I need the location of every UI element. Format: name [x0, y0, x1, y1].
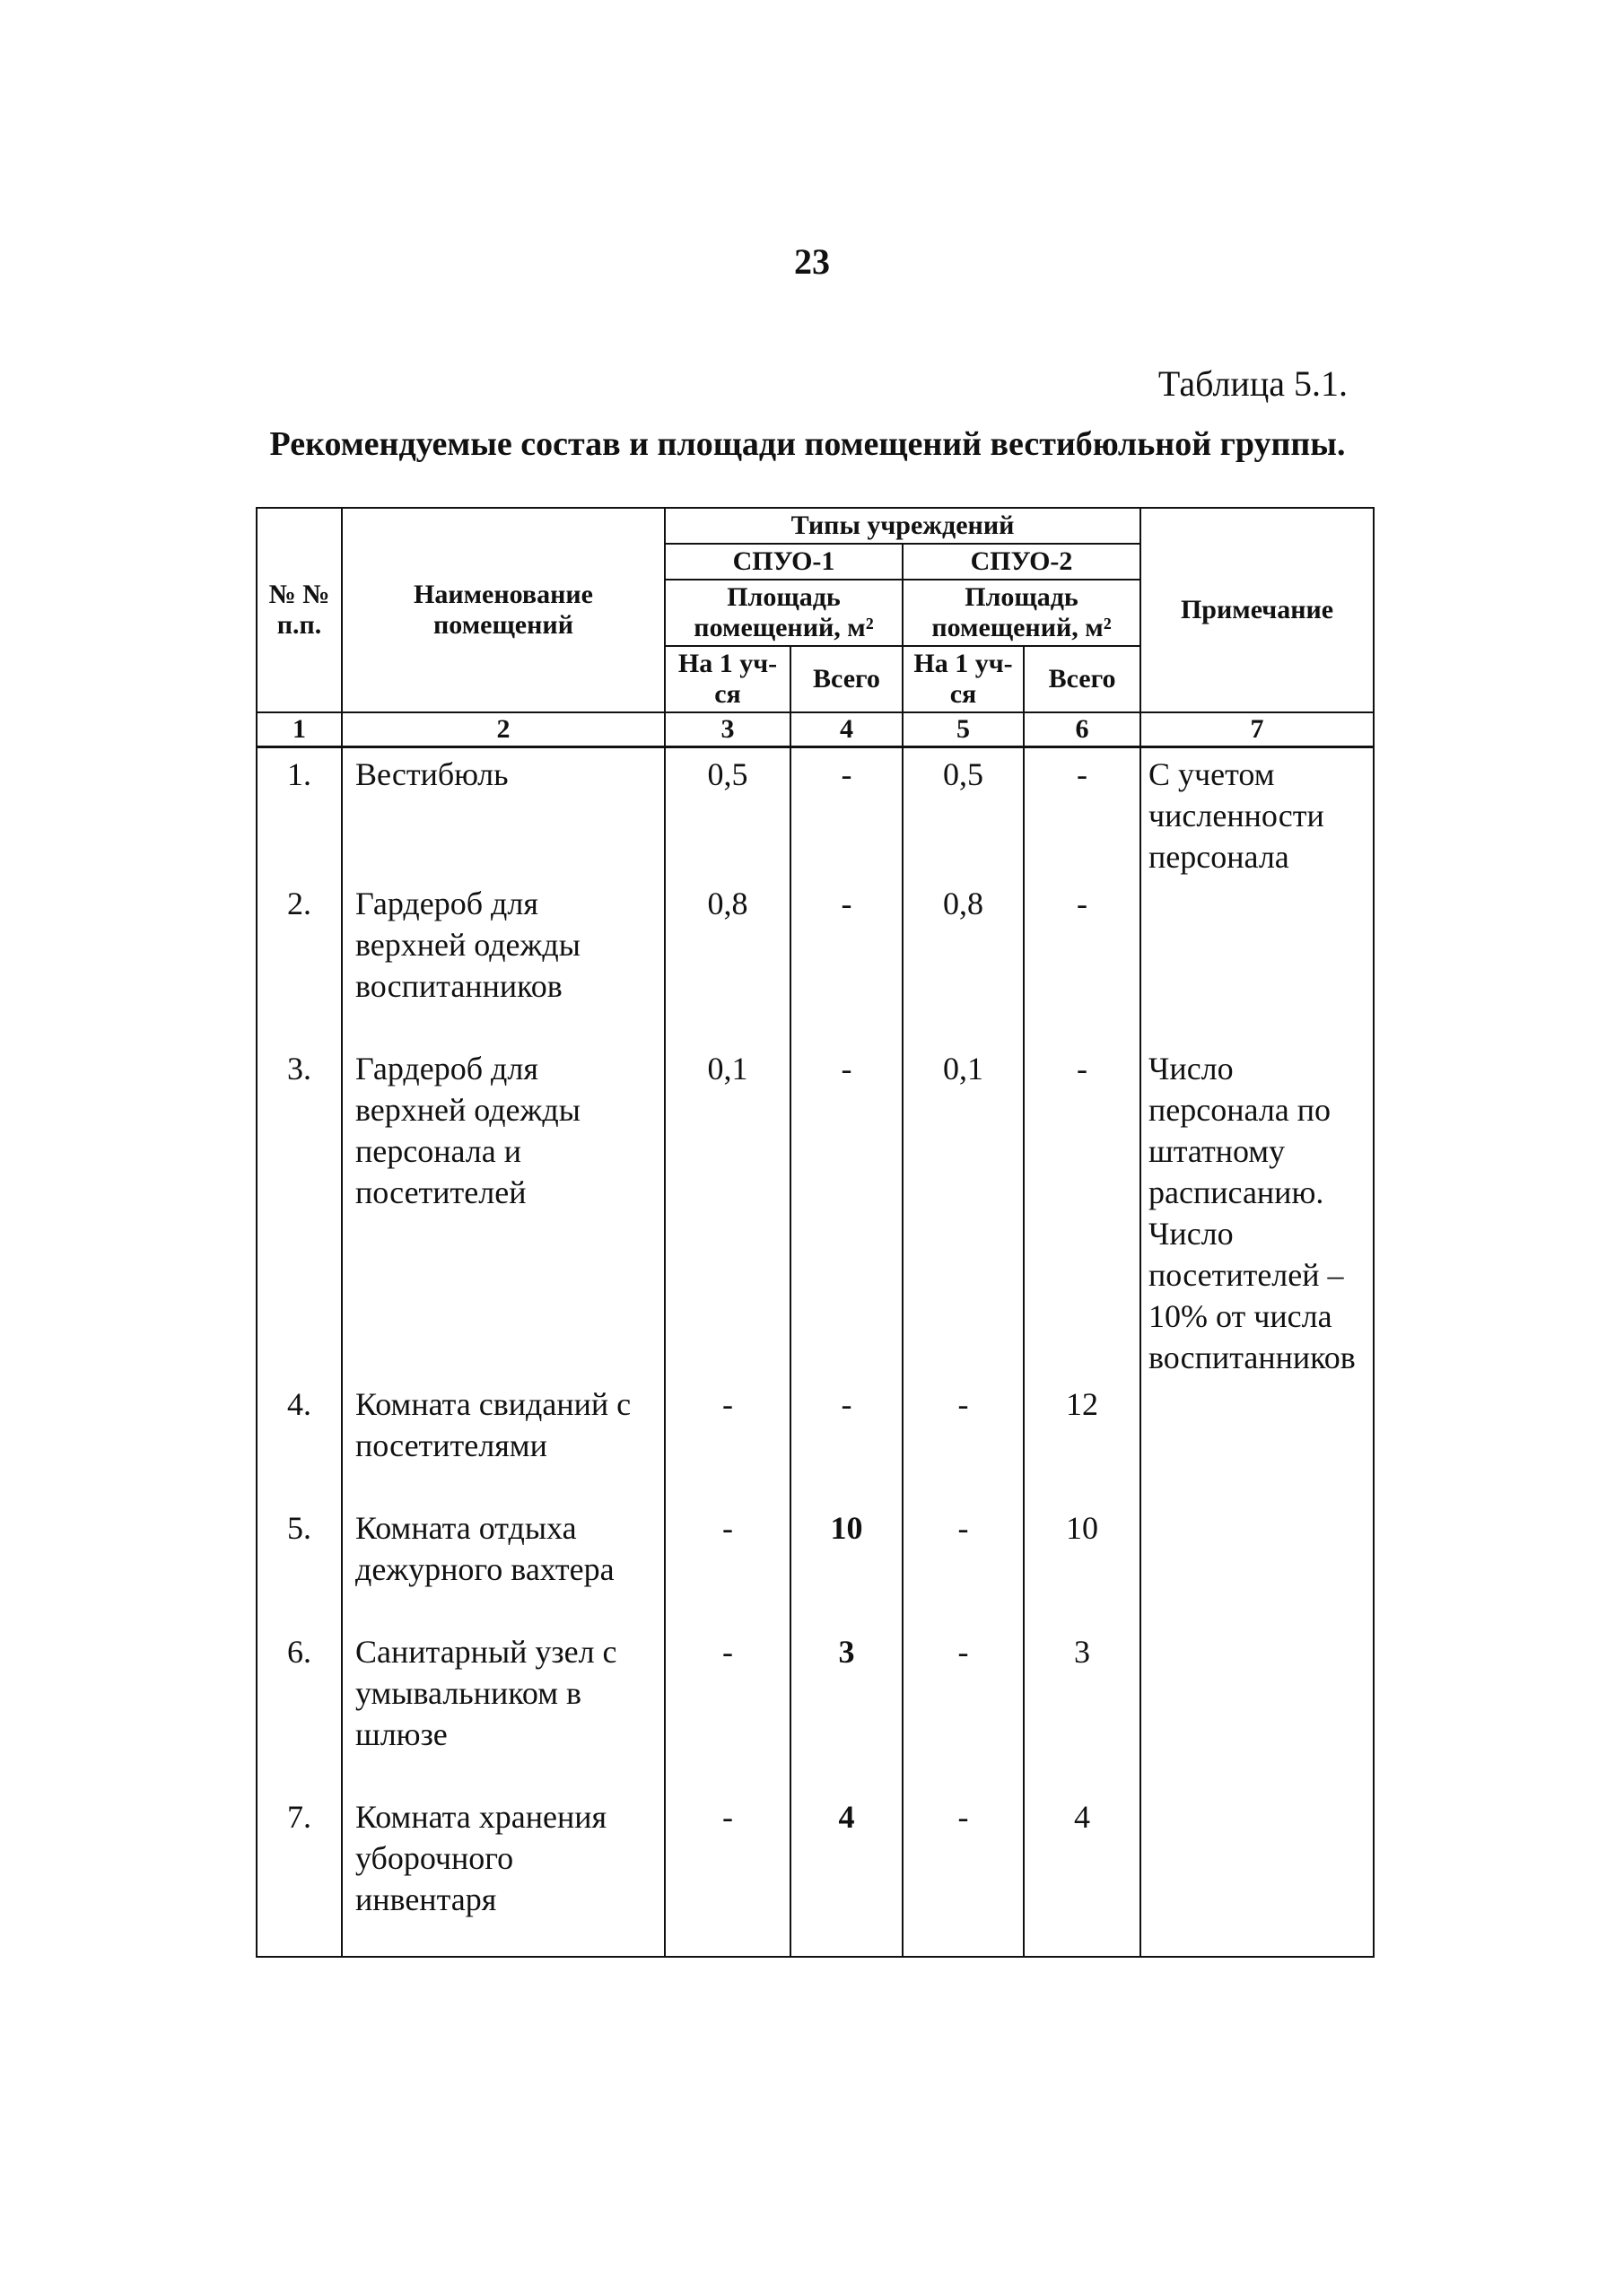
row-note: [1140, 1626, 1374, 1791]
table-title: Рекомендуемые состав и площади помещений вестибюльной группы.: [269, 425, 1346, 463]
row-note: [1140, 1502, 1374, 1626]
table-row: [257, 877, 1374, 1043]
spuo1-per-student: 0,8: [665, 877, 790, 1043]
spuo1-total: -: [790, 877, 903, 1043]
spuo1-total: -: [790, 1378, 903, 1502]
row-note: [1140, 1791, 1374, 1957]
spuo2-per-student: -: [903, 1626, 1024, 1791]
table-row: [257, 1378, 1374, 1502]
table-label: Таблица 5.1.: [1157, 363, 1348, 404]
column-number: 7: [1140, 712, 1374, 747]
header-spuo1: СПУО-1: [665, 544, 903, 580]
room-name: Вестибюль: [342, 747, 665, 878]
header-num: № № п.п.: [257, 508, 342, 712]
spuo2-total: -: [1024, 747, 1140, 878]
spuo2-total: 4: [1024, 1791, 1140, 1957]
spuo1-total: 3: [790, 1626, 903, 1791]
column-number: 6: [1024, 712, 1140, 747]
header-total-spuo1: Всего: [790, 646, 903, 712]
spuo1-per-student: 0,5: [665, 747, 790, 878]
table-row: [257, 747, 1374, 878]
spuo2-per-student: -: [903, 1502, 1024, 1626]
column-number: 5: [903, 712, 1024, 747]
row-number: 1.: [257, 747, 342, 878]
room-name: Комната хранения уборочного инвентаря: [342, 1791, 665, 1957]
page-number: 23: [794, 241, 830, 282]
table-row: [257, 1043, 1374, 1378]
column-number: 2: [342, 712, 665, 747]
room-name: Гардероб для верхней одежды персонала и посетителей: [342, 1043, 665, 1378]
spuo1-per-student: 0,1: [665, 1043, 790, 1378]
column-number: 4: [790, 712, 903, 747]
spuo2-per-student: 0,8: [903, 877, 1024, 1043]
header-note: Примечание: [1140, 508, 1374, 712]
spuo2-total: 3: [1024, 1626, 1140, 1791]
room-name: Комната свиданий с посетителями: [342, 1378, 665, 1502]
spuo1-total: 4: [790, 1791, 903, 1957]
row-number: 6.: [257, 1626, 342, 1791]
spuo1-total: -: [790, 747, 903, 878]
row-note: С учетом численности персонала: [1140, 747, 1374, 878]
column-number: 1: [257, 712, 342, 747]
spuo1-total: -: [790, 1043, 903, 1378]
row-note: [1140, 1378, 1374, 1502]
room-name: Санитарный узел с умывальником в шлюзе: [342, 1626, 665, 1791]
header-name: Наименование помещений: [342, 508, 665, 712]
row-number: 2.: [257, 877, 342, 1043]
spuo1-total: 10: [790, 1502, 903, 1626]
header-total-spuo2: Всего: [1024, 646, 1140, 712]
header-per-student-spuo2: На 1 уч-ся: [903, 646, 1024, 712]
room-name: Комната отдыха дежурного вахтера: [342, 1502, 665, 1626]
header-area-spuo2: Площадь помещений, м²: [903, 580, 1140, 646]
spuo1-per-student: -: [665, 1378, 790, 1502]
row-number: 4.: [257, 1378, 342, 1502]
spuo2-per-student: -: [903, 1791, 1024, 1957]
spuo2-per-student: 0,1: [903, 1043, 1024, 1378]
header-area-spuo1: Площадь помещений, м²: [665, 580, 903, 646]
table-row: [257, 1626, 1374, 1791]
row-note: [1140, 877, 1374, 1043]
spuo1-per-student: -: [665, 1502, 790, 1626]
header-types: Типы учреждений: [665, 508, 1140, 544]
spuo1-per-student: -: [665, 1791, 790, 1957]
row-number: 3.: [257, 1043, 342, 1378]
table-row: [257, 1502, 1374, 1626]
spuo2-per-student: -: [903, 1378, 1024, 1502]
spuo2-total: 10: [1024, 1502, 1140, 1626]
table-row: [257, 1791, 1374, 1957]
row-number: 5.: [257, 1502, 342, 1626]
room-name: Гардероб для верхней одежды воспитанников: [342, 877, 665, 1043]
spuo2-total: -: [1024, 1043, 1140, 1378]
room-area-table: [256, 507, 1375, 1958]
row-note: Число персонала по штатному расписанию. Число посетителей – 10% от числа воспитанников: [1140, 1043, 1374, 1378]
spuo2-per-student: 0,5: [903, 747, 1024, 878]
header-per-student-spuo1: На 1 уч-ся: [665, 646, 790, 712]
header-spuo2: СПУО-2: [903, 544, 1140, 580]
column-number: 3: [665, 712, 790, 747]
spuo2-total: 12: [1024, 1378, 1140, 1502]
row-number: 7.: [257, 1791, 342, 1957]
spuo1-per-student: -: [665, 1626, 790, 1791]
spuo2-total: -: [1024, 877, 1140, 1043]
